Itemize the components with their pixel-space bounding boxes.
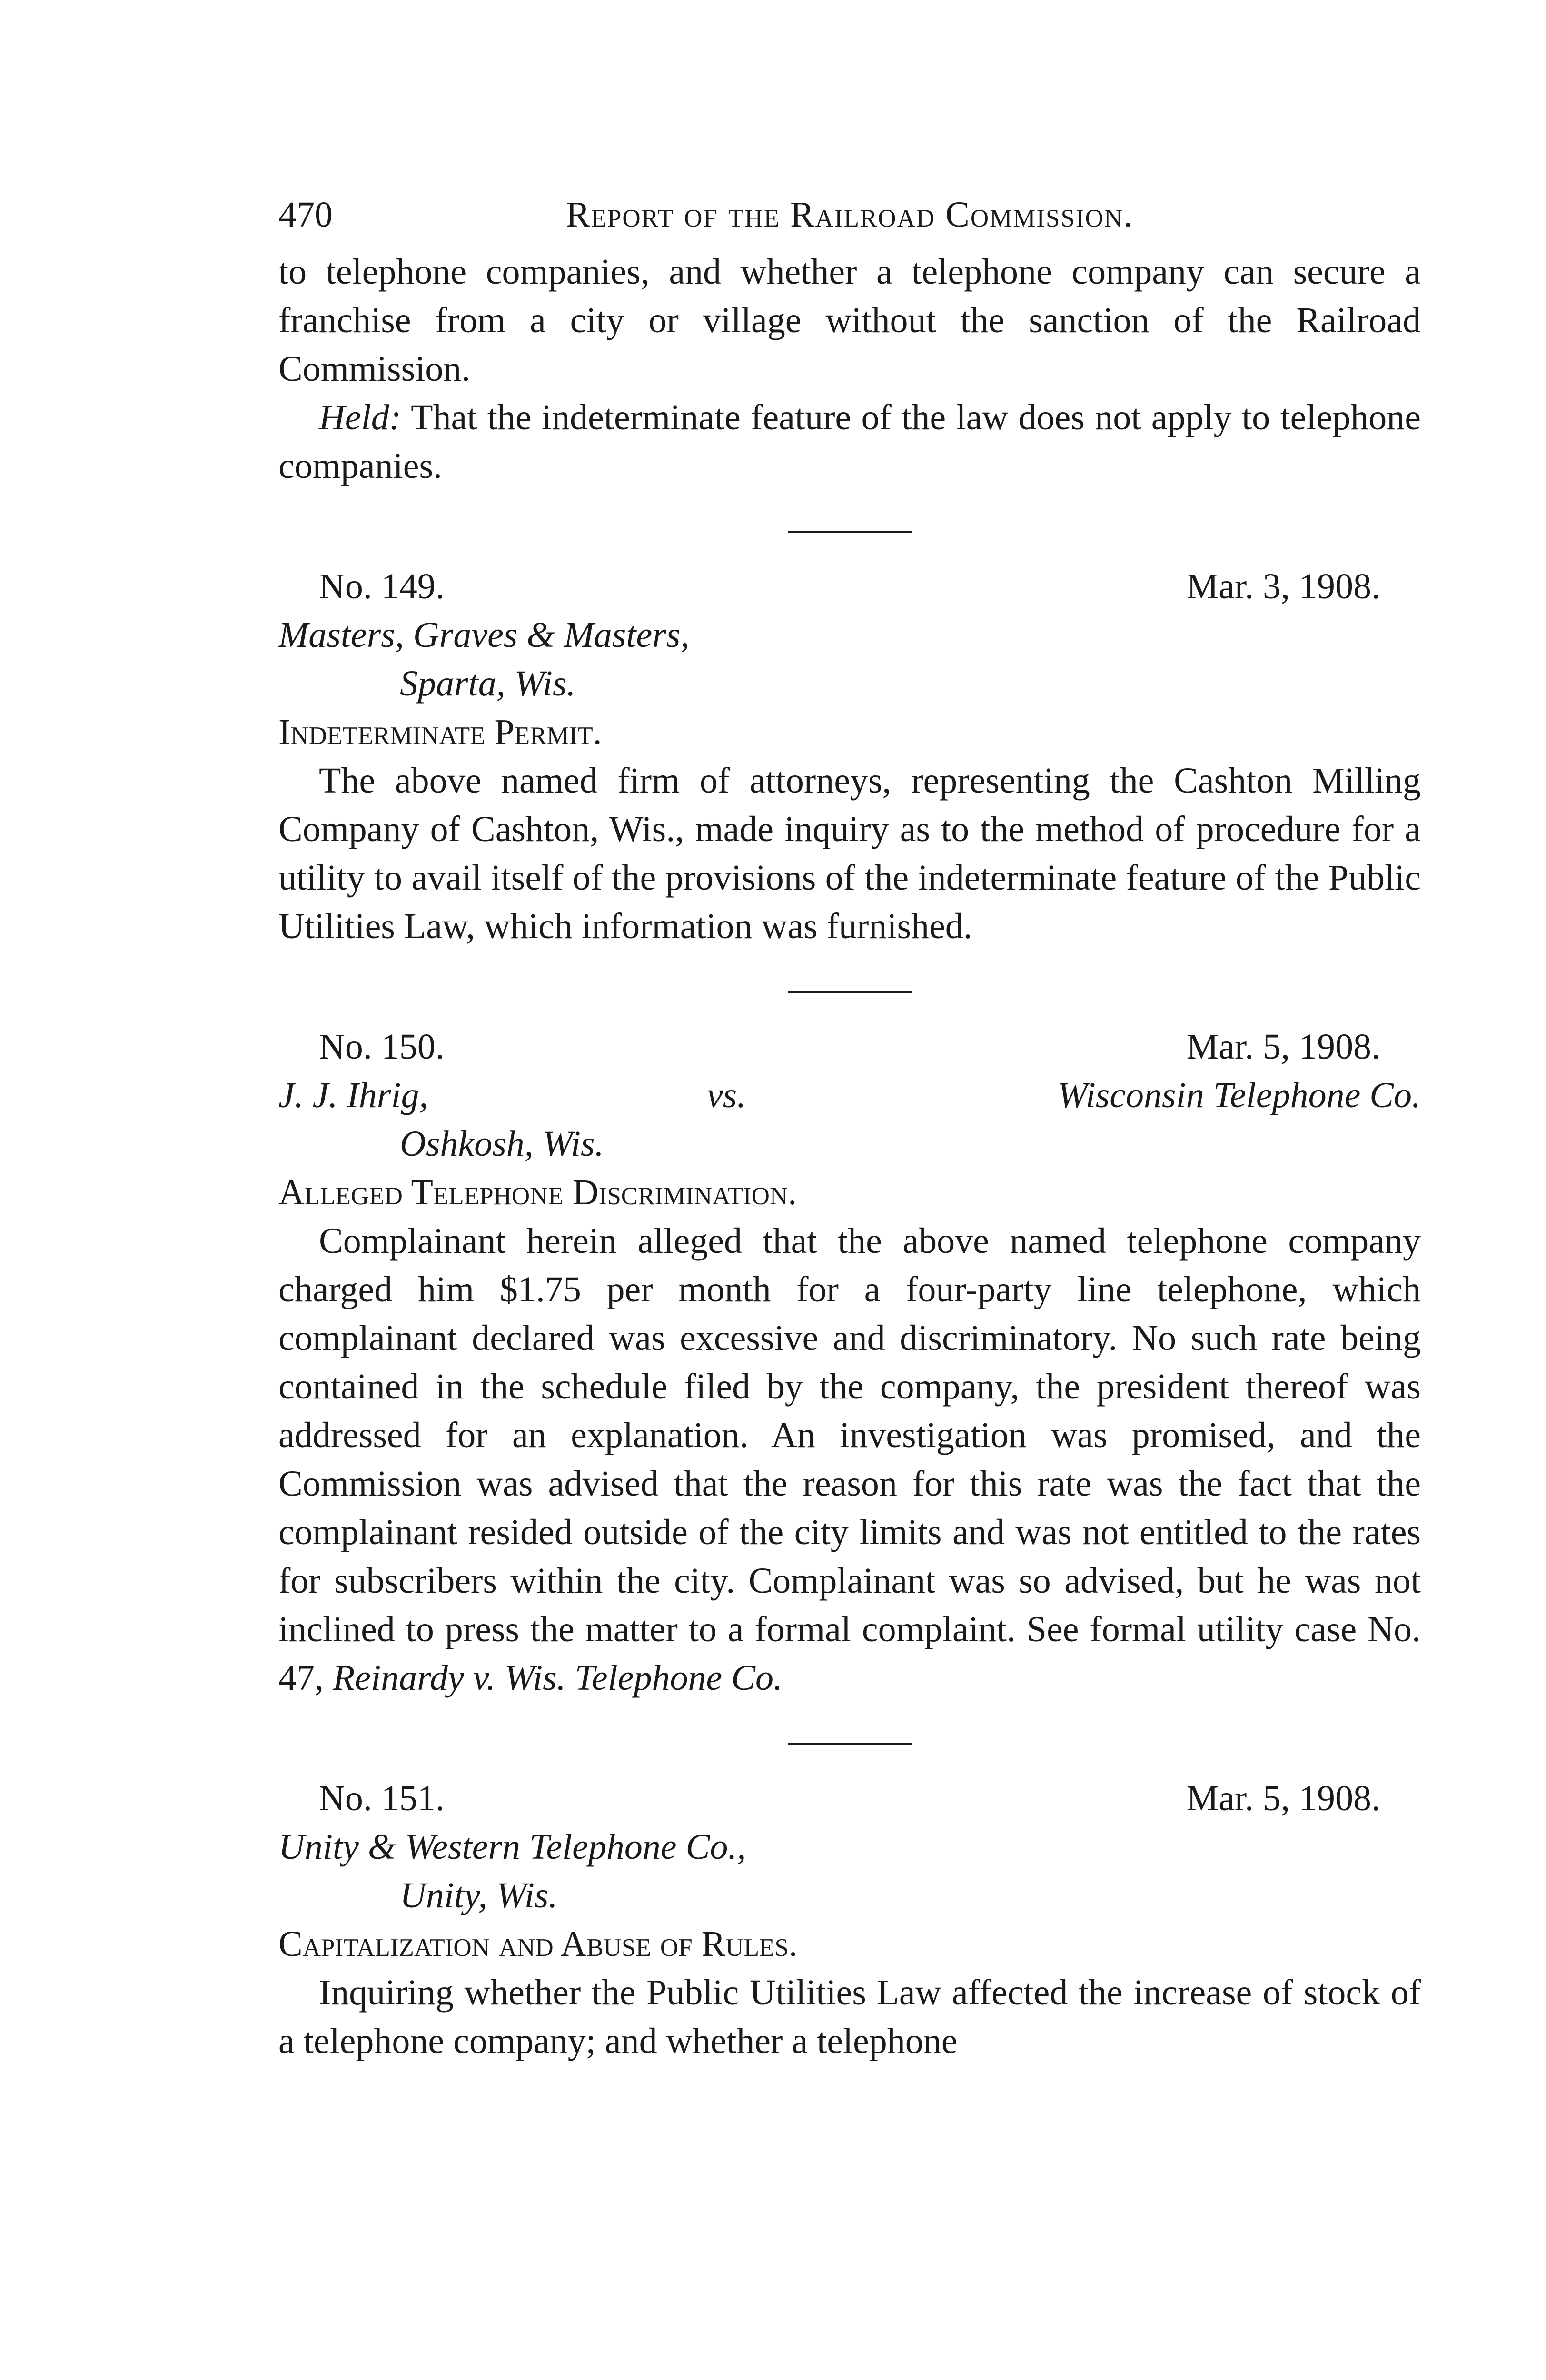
case-date: Mar. 5, 1908. — [1186, 1778, 1380, 1818]
case-heading — [278, 562, 1421, 611]
page — [278, 190, 1421, 2065]
case-151 — [278, 1774, 1421, 2065]
case-location: Unity, Wis. — [400, 1875, 558, 1915]
case-reference: Reinardy v. Wis. Telephone Co. — [333, 1658, 783, 1698]
held-label: Held: — [319, 397, 402, 437]
continuation-paragraph — [278, 248, 1421, 393]
case-party: Masters, Graves & Masters, — [278, 615, 690, 655]
case-subject: Alleged Telephone Discrimination. — [278, 1172, 797, 1212]
case-location: Sparta, Wis. — [400, 664, 576, 704]
case-body — [278, 1217, 1421, 1702]
held-paragraph — [278, 393, 1421, 490]
case-location: Oshkosh, Wis. — [400, 1124, 604, 1164]
case-subject: Capitalization and Abuse of Rules. — [278, 1924, 798, 1964]
case-date: Mar. 3, 1908. — [1186, 566, 1380, 606]
case-149 — [278, 562, 1421, 951]
case-150 — [278, 1022, 1421, 1702]
case-body-text: The above named firm of attorneys, representing the Cashton Milling Company of Cashton, Wis., made inquiry as to the method of procedure for a utility to avail itself of the provisions of the indeterminate feature of the Public Utilities Law, which information was furnished. — [278, 761, 1421, 946]
page-number: 470 — [278, 195, 333, 235]
case-date: Mar. 5, 1908. — [1186, 1027, 1380, 1067]
case-body-text: Complainant herein alleged that the above named telephone company charged him $1.75 per month for a four-party line telephone, which complainant declared was excessive and discriminatory. No such rate being contained in the schedule filed by the company, the president thereof was addressed for an explanation. An investigation was promised, and the Commission was advised that the reason for this rate was the fact that the complainant resided outside of the city limits and was not entitled to the rates for subscribers within the city. Complainant was so advised, but he was not inclined to press the matter to a formal complaint. See formal utility case No. 47, — [278, 1221, 1421, 1698]
continuation-text: to telephone companies, and whether a telephone company can secure a franchise from a city or village without the sanction of the Railroad Commission. — [278, 252, 1421, 389]
case-party: Unity & Western Telephone Co., — [278, 1827, 746, 1867]
case-body — [278, 756, 1421, 951]
section-divider — [788, 1743, 912, 1745]
case-body-text: Inquiring whether the Public Utilities Law affected the increase of stock of a telephone company; and whether a telephone — [278, 1973, 1421, 2061]
case-heading — [278, 1774, 1421, 1823]
case-subject: Indeterminate Permit. — [278, 712, 602, 752]
running-title: Report of the Railroad Commission. — [565, 195, 1134, 235]
case-body — [278, 1968, 1421, 2065]
case-versus: vs. — [707, 1075, 746, 1115]
held-text: That the indeterminate feature of the law does not apply to telephone companies. — [278, 397, 1421, 486]
page-header — [278, 190, 1421, 248]
case-heading — [278, 1022, 1421, 1071]
case-number: No. 150. — [319, 1027, 445, 1067]
case-party: J. J. Ihrig, — [278, 1075, 428, 1115]
case-parties — [278, 1071, 1421, 1120]
section-divider — [788, 991, 912, 993]
case-number: No. 149. — [319, 566, 445, 606]
case-respondent: Wisconsin Telephone Co. — [1057, 1075, 1421, 1115]
case-number: No. 151. — [319, 1778, 445, 1818]
section-divider — [788, 531, 912, 533]
